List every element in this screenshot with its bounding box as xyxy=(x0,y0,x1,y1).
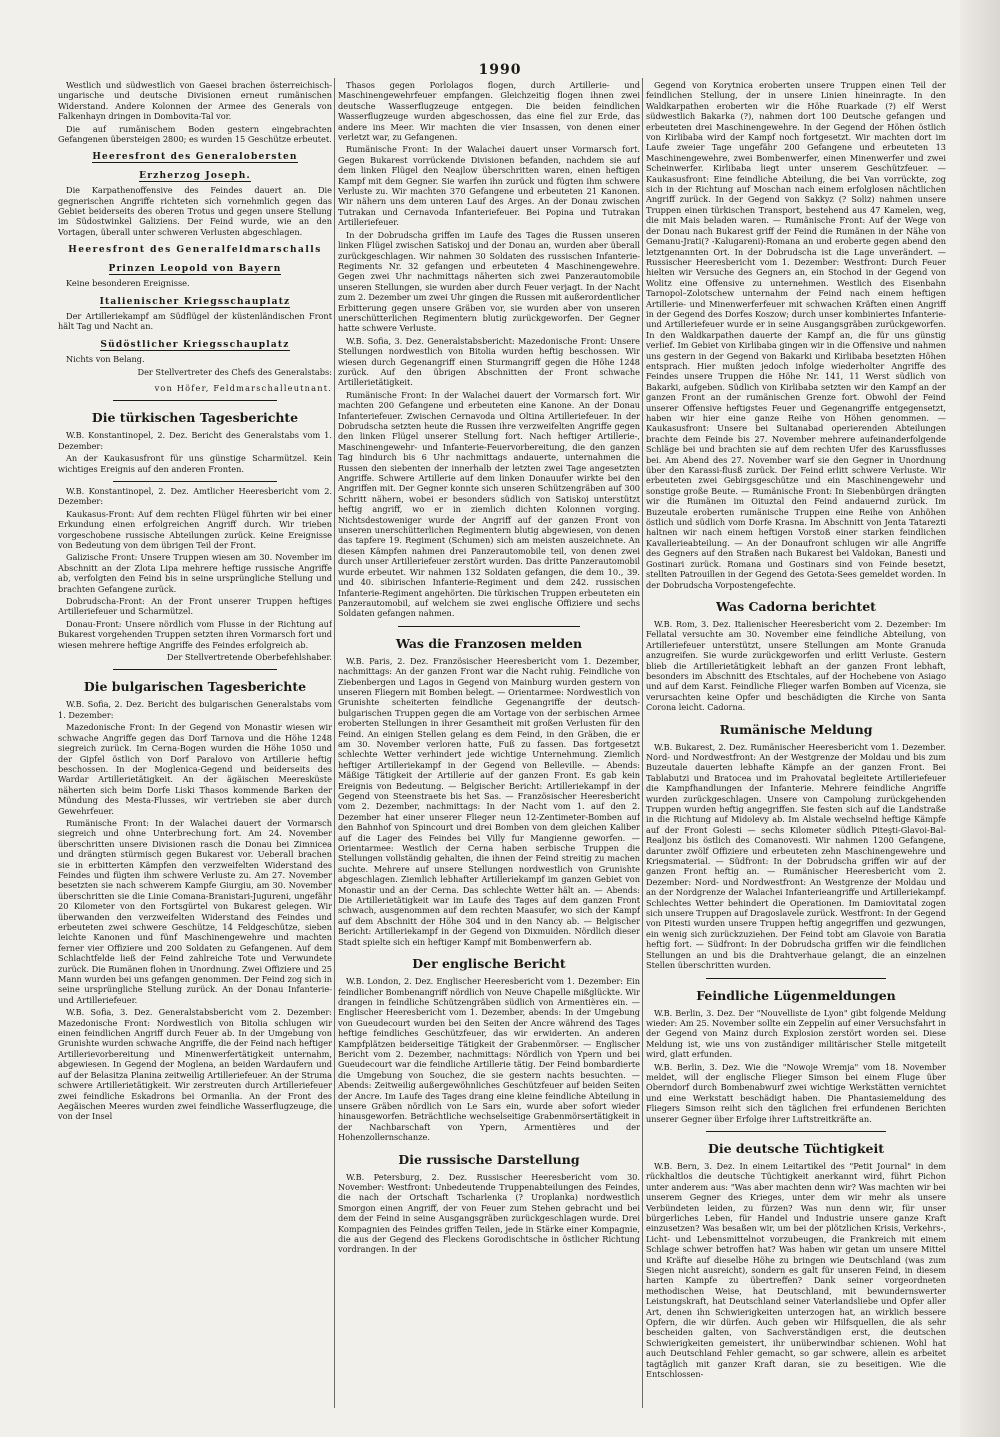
signature-line: von Höfer, Feldmarschalleutnant. xyxy=(154,382,332,393)
column-divider-left xyxy=(334,78,335,1408)
signature-line: Der Stellvertretende Oberbefehlshaber. xyxy=(166,652,332,663)
paragraph: W.B. Sofia, 3. Dez. Generalstabsbericht: Mazedonische Front: Unsere Stellungen nordwestlich von Bitolia wurden heftig beschossen. Wir wiesen durch Gegenangriff einen Sturmangriff gegen die Höhe 1248 zurück. Auf den übrigen Abschnitten der Front schwache Artillerietätigkeit. xyxy=(338,335,640,388)
paragraph: In der Dobrudscha griffen im Laufe des Tages die Russen unseren linken Flügel zwischen Satiskoj und der Donau an, wurden aber überall zurückgeschlagen. Wir nahmen 30 Soldaten des russischen Infanterie-Regiments Nr. 32 gefangen und erbeuteten 4 Maschinengewehre. Gegen zwei Uhr nachmittags näherten sich zwei Panzerautomobile unseren Stellungen, sie wurden aber durch Feuer verjagt. In der Nacht zum 2. Dezember um zwei Uhr gingen die Russen mit außerordentlicher Erbitterung gegen unsere Gräben vor, sie wurden aber von unseren unerschütterlichen Regimentern blutig zurückgeworfen. Der Gegner hatte schwere Verluste. xyxy=(338,229,640,334)
paragraph: Keine besonderen Ereignisse. xyxy=(66,278,190,289)
column-left xyxy=(58,80,332,1405)
paragraph: Mazedonische Front: In der Gegend von Monastir wiesen wir schwache Angriffe gegen das Dorf Tarnova und die Höhe 1248 siegreich zurück. Im Cerna-Bogen wurden die Höhe 1050 und der Gipfel östlich von Dorf Paralovo von Artillerie heftig beschossen. In der Moglenica-Gegend und beiderseits des Wardar Artillerietätigkeit. An der ägäischen Meeresküste näherten sich beim Dorfe Liski Thasos kommende Barken der Mündung des Mesta-Flusses, wir vertrieben sie aber durch Gewehrfeuer. xyxy=(58,722,332,816)
paragraph: W.B. Sofia, 3. Dez. Generalstabsbericht vom 2. Dezember: Mazedonische Front: Nordwestlich von Bitolia schlugen wir einen feindlichen Angriff durch Feuer ab. In der Umgebung von Grunishte wurden schwache Angriffe, die der Feind nach heftiger Artillerievorbereitung und Minenwerfertätigkeit unternahm, abgewiesen. In Gegend der Moglena, an beiden Wardaufern und auf der Belasitza Planina zeitweilig Artilleriefeuer. An der Struma schwere Artillerietätigkeit. Wir zerstreuten durch Artilleriefeuer zwei feindliche Eskadrons bei Ormanlia. An der Front des Aegäischen Meeres wurden zwei feindliche Wasserflugzeuge, die von der Insel xyxy=(58,1007,332,1122)
section-subheading xyxy=(58,297,332,307)
paragraph: W.B. Konstantinopel, 2. Dez. Amtlicher Heeresbericht vom 2. Dezember: xyxy=(58,485,332,507)
paragraph: Nichts von Belang. xyxy=(66,354,145,365)
section-heading: Was Cadorna berichtet xyxy=(716,598,876,614)
section-heading: Feindliche Lügenmeldungen xyxy=(696,987,896,1003)
paragraph: W.B. Berlin, 3. Dez. Der "Nouvelliste de Lyon" gibt folgende Meldung wieder: Am 25. November sollte ein Zeppelin auf einer Versuchsfahrt in der Gegend von Mainz durch Explosion zerstört worden sei. Diese Meldung ist, wie uns von zuständiger militärischer Stelle mitgeteilt wird, glatt erfunden. xyxy=(646,1007,946,1060)
paragraph: Galizische Front: Unsere Truppen wiesen am 30. November im Abschnitt an der Zlota Lipa mehrere heftige russische Angriffe ab, verfolgten den Feind bis in seine ursprüngliche Stellung und brachten Gefangene zurück. xyxy=(58,552,332,594)
subheading-text: Italienischer Kriegsschauplatz xyxy=(99,296,291,307)
divider xyxy=(398,626,579,627)
paragraph: Gegend von Korytnica eroberten unsere Truppen einen Teil der feindlichen Stellung, der in unsere Linien hineinragte. In den Waldkarpathen eroberten wir die Höhe Ruarkade (?) elf Werst südwestlich Bakarka (?), nahmen dort 100 Deutsche gefangen und erbeuteten drei Maschinengewehre. In der Gegend der Höhen östlich von Kirlibaba wird der Kampf noch fortgesetzt. Wir machten dort im Laufe zweier Tage ungefähr 200 Gefangene und erbeuteten 13 Maschinengewehre, zwei Bombenwerfer, einen Minenwerfer und zwei Scheinwerfer. Kirlibaba liegt unter unserem Geschützfeuer. — Kaukasusfront: Eine feindliche Abteilung, die bei Van vorrückte, zog sich in der Richtung auf Moschan nach einem erfolglosen nächtlichen Angriff zurück. In der Gegend von Sakkyz (? Soliz) nahmen unsere Truppen einen türkischen Transport, bestehend aus 47 Kamelen, weg, die mit Mais beladen waren. — Rumänische Front: Auf der Wege von der Donau nach Bukarest griff der Feind die Rumänen in der Nähe von Gemanu-Jrati(? -Kalugareni)-Romana an und eroberte gegen abend den letztgenannten Ort. In der Dobrudscha ist die Lage unverändert. — Russischer Heeresbericht vom 1. Dezember: Westfront: Durch Feuer hielten wir Versuche des Gegners an, ein Stochod in der Gegend von Wolitz eine Offensive zu unternehmen. Westlich des Eisenbahn Tarnopol–Zolotschew unternahm der Feind nach einem heftigen Artillerie- und Minenwerferfeuer mit schwachen Kräften einen Angriff in der Gegend des Dorfes Koszow; durch unser kombiniertes Infanterie- und Artilleriefeuer wurde er in seine Ausgangsgräben zurückgeworfen. In den Waldkarpathen dauerte der Kampf an, die für uns günstig verlief. Im Gebiet von Kirlibaba gingen wir in die Offensive und nahmen uns gestern in der Gegend von Bakarki und Kirlibaba besetzten Höhen entsprach. Hier mußten jedoch infolge wiederholter Angriffe des Feindes unsere Truppen die Höhe Nr. 141, 11 Werst südlich von Bakarki, aufgeben. Südlich von Kirlibaba setzten wir den Kampf an der ganzen Front an der rumänischen Grenze fort. Obwohl der Feind unserer Offensive heftigstes Feuer und Gegenangriffe entgegensetzt, haben wir hier eine ganze Reihe von Höhen genommen. — Kaukasusfront: Unsere bei Sultanabad operierenden Abteilungen brachte dem Feinde bis 27. November mehrere aufeinanderfolgende Schläge bei und brachten sie auf dem rechten Ufer des Karussflusses bei. Am Abend des 27. November warf sie den Gegner in Unordnung über den Karassi-flusß zurück. Der Feind erlitt schwere Verluste. Wir erbeuteten zwei Gebirgsgeschütze und ein Maschinengewehr und sonstige große Beute. — Rumänische Front: In Siebenbürgen drängten wir die Rumänen im Oituztal den Feind andauernd zurück. Im Buzeutale eroberten rumänische Truppen eine Reihe von Anhöhen östlich und südlich vom Dorfe Krasna. Im Abschnitt von Jenta Tatarezti haltnen wir nach einem heftigen Vorstoß einer starken feindlichen Kavallerieabteilung. — An der Donaufront schlugen wir alle Angriffe des Gegners auf den Straßen nach Bukarest bei Valdokan, Banesti und Gostinari zurück. Romana und Gostinars sind von Feinde besetzt, stellten Patrouillen in der Gegend des Getota-Sees gemeldet worden. In der Dobrudscha Vorpostengefechte. xyxy=(646,80,946,590)
subheading-text: Heeresfront des Generalobersten xyxy=(92,152,298,163)
paragraph: Kaukasus-Front: Auf dem rechten Flügel führten wir bei einer Erkundung einen erfolgreichen Angriff durch. Wir trieben vorgeschobene russische Abteilungen zurück. Keine Ereignisse von Bedeutung von dem übrigen Teil der Front. xyxy=(58,508,332,550)
paragraph: W.B. Bern, 3. Dez. In einem Leitartikel des "Petit Journal" in dem rückhaltlos die deutsche Tüchtigkeit anerkannt wird, führt Pichon unter anderem aus: "Was aber machten denn wir? Was machten wir bei unserem Gegner des Krieges, unter dem wir mehr als unsere Verbündeten leiden, zu fürzen? Was nun denn wir, für unser bürgerliches Leben, für Handel und Industrie unsere ganze Kraft einzusetzen? Was besaßen wir, um bei der plötzlichen Krisis, Verkehrs-, Licht- und Lebensmittelnot vorzubeugen, die Frankreich mit einem Schlage schwer betroffen hat? Was haben wir getan um unsere Mittel und Kräfte auf dieselbe Höhe zu bringen wie Deutschland (was zum Siegen nicht ausreicht), sondern es galt für unseren Feind, in diesem harten Kampfe zu übertreffen? Dank seiner vorgeordneten methodischen Weise, hat Deutschland, mit bewundernswerter Leistungskraft, hat Deutschland seiner Vaterlandsliebe und Opfer aller Art, denen ihn Schwierigkeiten unterzogen hat, an wirklich bessere Opfern, die wir dürfen. Auch geben wir Hilfsquellen, die als sehr bescheiden galten, von Sachverständigen erst, die deutschen Schwierigkeiten gemeistert, ihr unüberwindbar schienen. Wohl hat auch Deutschland Fehler gemacht, so gar schwere, allein es arbeitet tagtäglich mit ganzer Kraft daran, sie zu beseitigen. Wie die Entschlossen- xyxy=(646,1160,946,1380)
section-subheading: Heeresfront des Generalfeldmarschalls xyxy=(68,245,322,256)
paragraph: Die Karpathenoffensive des Feindes dauert an. Die gegnerischen Angriffe richteten sich vornehmlich gegen das Gebiet beiderseits des oberen Trotus und gegen unsere Stellung im Südostwinkel Galiziens. Der Feind wurde, wie an den Vortagen, überall unter schweren Verlusten abgeschlagen. xyxy=(58,185,332,237)
section-heading: Die russische Darstellung xyxy=(398,1151,580,1167)
paragraph: Donau-Front: Unsere nördlich vom Flusse in der Richtung auf Bukarest vorgehenden Truppen setzten ihren Vormarsch fort und wiesen mehrere heftige Angriffe des Feindes erfolgreich ab. xyxy=(58,618,332,650)
paragraph: W.B. Rom, 3. Dez. Italienischer Heeresbericht vom 2. Dezember: Im Fellatal versuchte am 30. November eine feindliche Abteilung, von Artilleriefeuer unterstützt, unsere Stellungen am Monte Granuda anzugreifen. Sie wurde zurückgeworfen und erlitt Verluste. Gestern blieb die Artillerietätigkeit lebhaft an der ganzen Front lebhaft, besonders im Abschnitt des Etschtales, auf der Hochebene von Asiago und auf dem Karst. Feindliche Flieger warfen Bomben auf Vicenza, sie verursachten keine Opfer und beschädigten die Kirche von Santa Corona leicht. Cadorna. xyxy=(646,618,946,713)
paragraph: Westlich und südwestlich von Gaesei brachen österreichisch-ungarische und deutsche Divisionen erneut rumänischen Widerstand. Andere Kolonnen der Armee des Generals von Falkenhayn dringen in Dombovita-Tal vor. xyxy=(58,80,332,122)
section-heading: Die bulgarischen Tagesberichte xyxy=(83,679,307,695)
paragraph: W.B. London, 2. Dez. Englischer Heeresbericht vom 1. Dezember: Ein feindlicher Bombenangriff nördlich von Neuve Chapelle mißglückte. Wir drangen in feindliche Schützengräben südlich von Armentières ein. — Englischer Heeresbericht vom 1. Dezember, abends: In der Umgebung von Gueudecourt wurden bei den Seiten der Ancre während des Tages heftige feindliches Geschützfeuer, das wir erwiderten. An anderen Kampfplätzen beiderseitige Tätigkeit der Grabenmörser. — Englischer Bericht vom 2. Dezember, nachmittags: Nördlich von Ypern und bei Gueudecourt war die feindliche Artillerie tätig. Der Feind bombardierte die Umgebung von Souchez, die sie gestern nachts besuchten. — Abends: Zeitweilig außergewöhnliches Geschützfeuer auf beiden Seiten der Ancre. Im Laufe des Tages drang eine kleine feindliche Abteilung in unsere Gräben nördlich von Le Sars ein, wurde aber sofort wieder hinausgeworfen. Beträchtliche wechselseitige Grabenmörsertätigkeit in der Nachbarschaft von Ypern, Armentières und der Hohenzollernschanze. xyxy=(338,976,640,1143)
section-heading: Was die Franzosen melden xyxy=(395,635,583,651)
section-heading: Rumänische Meldung xyxy=(719,721,873,737)
section-subheading xyxy=(58,264,332,274)
divider xyxy=(113,481,277,482)
paragraph: Rumänische Front: In der Walachei dauert der Vormarsch fort. Wir machten 200 Gefangene und erbeuteten eine Kanone. An der Donau Infanteriefeuer. Zwischen Cernavoda und Oltina Artilleriefeuer. In der Dobrudscha setzten heute die Russen ihre verzweifelten Angriffe gegen den linken Flügel unserer Stellung fort. Nach heftiger Artillerie-, Maschinengewehr- und Infanterie-Feuervorbereitung, die den ganzen Tag hindurch bis 6 Uhr nachmittags andauerte, unternahmen die Russen den siebenten der innerhalb der letzten zwei Tage angesetzten Angriffe. Schwere Artillerie auf dem linken Donauufer wirkte bei den Angriffen mit. Der Gegner konnte sich unseren Schützengräben auf 300 Schritt nähern, wobei er besonders südlich von Satiskoj unterstützt heftig angriff, wo er in ziemlich dichten Kolonnen vorging. Nichtsdestoweniger wurde der Angriff auf der ganzen Front von unseren unerschütterlichen Regimentern blutig abgewiesen, von denen das tapfere 19. Regiment (Schumen) sich am meisten auszeichnete. An diesen Kämpfen nahmen drei Panzerautomobile teil, von denen zwei durch unser Artilleriefeuer zerstört wurden. Das dritte Panzerautomobil wurde erbeutet. Wir nahmen 132 Soldaten gefangen, die dem 10., 39. und 40. sibirischen Infanterie-Regiment und dem 242. russischen Infanterie-Regiment angehörten. Die türkischen Truppen erbeuteten ein Panzerautomobil, auf welchem sie zwei englische Offiziere und sechs Soldaten gefangen nahmen. xyxy=(338,389,640,619)
divider xyxy=(706,978,886,979)
section-heading: Der englische Bericht xyxy=(412,956,566,972)
column-divider-right xyxy=(642,78,643,1408)
paragraph: W.B. Paris, 2. Dez. Französischer Heeresbericht vom 1. Dezember, nachmittags: An der ganzen Front war die Nacht ruhig. Feindliche von Ziebenbergen und Lagos in Gegend von Mainburg wurden gestern von unseren Fliegern mit Bomben belegt. — Orientarmee: Nordwestlich von Grunishte scheiterten feindliche Gegenangriffe der deutsch-bulgarischen Truppen gegen die am Vortage von der serbischen Armee eroberten Stellungen in ihrer Gesamtheit mit großen Verlusten für den Feind. An einigen Stellen gelang es dem Feind, in den Gräben, die er am 30. November verloren hatte, Fuß zu fassen. Das fortgesetzt schlechte Wetter verhindert jede wichtige Unternehmung. Ziemlich heftiger Artilleriekampf in der Gegend von Belleville. — Abends: Mäßige Tätigkeit der Artillerie auf der ganzen Front. Es gab kein Ereignis von Bedeutung. — Belgischer Bericht: Artilleriekampf in der Gegend von Steenstraete bis het Sas. — Französischer Heeresbericht vom 2. Dezember, nachmittags: In der Nacht vom 1. auf den 2. Dezember hat einer unserer Flieger neun 12-Zentimeter-Bomben auf den Bahnhof von Spincourt und drei Bomben von dem gleichen Kaliber auf die Lager des Feindes bei Villy fur Mangienne geworfen. — Orientarmee: Westlich der Cerna haben serbische Truppen die Stellungen vollständig gehalten, die ihnen der Feind streitig zu machen suchte. Mehrere auf unsere Stellungen nordwestlich von Grunishte abgeschlagen. Ziemlich lebhafter Artilleriekampf im ganzen Gebiet von Monastir und an der Cerna. Das schlechte Wetter hält an. — Abends: Die Artillerietätigkeit war im Laufe des Tages auf dem ganzen Front schwach, ausgenommen auf dem rechten Maasufer, wo sich der Kampf auf dem Abschnitt der Höhe 304 und in den Nancy ab. — Belgischer Bericht: Artilleriekampf in der Gegend von Dixmuiden. Nördlich dieser Stadt spielte sich ein heftiger Kampf mit Bombenwerfern ab. xyxy=(338,655,640,947)
section-subheading xyxy=(58,171,332,181)
subheading-text: Erzherzog Joseph. xyxy=(139,170,251,181)
subheading-text: Südöstlicher Kriegsschauplatz xyxy=(100,339,290,350)
paragraph: Thasos gegen Porlolagos flogen, durch Artillerie- und Maschinengewehrfeuer empfangen. Gleichzeitig flogen ihnen zwei deutsche Wasserflugzeuge entgegen. Die beiden feindlichen Wasserflugzeuge wurden abgeschossen, das eine fiel zur Erde, das andere ins Meer. Wir machten die vier Insassen, von denen einer verletzt war, zu Gefangenen. xyxy=(338,80,640,143)
paragraph: An der Kaukasusfront für uns günstige Scharmützel. Kein wichtiges Ereignis auf den anderen Fronten. xyxy=(58,453,332,474)
divider xyxy=(706,1131,886,1132)
paragraph: W.B. Konstantinopel, 2. Dez. Bericht des Generalstabs vom 1. Dezember: xyxy=(58,430,332,451)
signature-line: Der Stellvertreter des Chefs des Generalstabs: xyxy=(137,366,332,377)
divider xyxy=(113,669,277,670)
paragraph: Rumänische Front: In der Walachei dauert unser Vormarsch fort. Gegen Bukarest vorrückende Divisionen befanden, nachdem sie auf dem linken Flügel den Neajlow überschritten waren, einen heftigen Kampf mit dem Gegner. Sie warfen ihn zurück und fügten ihm schwere Verluste zu. Wir machten 370 Gefangene und erbeuteten 21 Kanonen. Wir nähern uns dem unteren Lauf des Arges. An der Donau zwischen Tutrakan und Cernavoda Infanteriefeuer. Bei Popina und Tutrakan Artilleriefeuer. xyxy=(338,144,640,228)
paragraph: Rumänische Front: In der Walachei dauert der Vormarsch siegreich und ohne Unterbrechung fort. Am 24. November überschritten unsere Divisionen rasch die Donau bei Zimnicea und drängten stürmisch gegen Bukarest vor. Ueberall brachen sie in erbitterten Kämpfen den verzweifelten Widerstand des Feindes und fügten ihm schwere Verluste zu. Am 27. November besetzten sie nach schwerem Kampfe Giurgiu, am 30. November überschritten sie die Linie Comana-Branistari-Jugureni, ungefähr 20 Kilometer von den Fortsgürtel von Bukarest gelegen. Wir überwanden den verzweifelten Widerstand des Feindes und erbeuteten zwei schwere Geschütze, 14 Feldgeschütze, sieben leichte Kanonen und fünf Maschinengewehre und machten ferner vier Offiziere und 200 Soldaten zu Gefangenen. Auf dem Schlachtfelde ließ der Feind zahlreiche Tote und Verwundete zurück. Die Rumänen flohen in Unordnung. Zwei Offiziere und 25 Mann wurden bei uns gefangen genommen. Der Feind zog sich in seine ursprüngliche Stellung zurück. An der Donau Infanterie- und Artilleriefeuer. xyxy=(58,817,332,1005)
section-heading: Die deutsche Tüchtigkeit xyxy=(707,1140,884,1156)
paragraph: Die auf rumänischem Boden gestern eingebrachten Gefangenen übersteigen 2800; es wurden 15 Geschütze erbeutet. xyxy=(58,123,332,145)
section-subheading xyxy=(58,152,332,162)
paragraph: W.B. Petersburg, 2. Dez. Russischer Heeresbericht vom 30. November: Westfront: Unbedeutende Truppenabteilungen des Feindes, die nach der Ortschaft Tscharlenka (? Uroplanka) nordwestlich Smorgon einen Angriff, der von Feuer zum Stehen gebracht und bei dem der Feind in seine Ausgangsgräben zurückgeschlagen wurde. Drei Kompagnien des Feindes griffen Teilen, jede in Stärke einer Kompagnie, die aus der Gegend des Fleckens Gorodischtsche in östlicher Richtung vordrangen. In der xyxy=(338,1171,640,1255)
page-number: 1990 xyxy=(478,62,522,78)
section-heading: Die türkischen Tagesberichte xyxy=(91,410,299,426)
column-right xyxy=(646,80,946,1405)
paragraph: W.B. Bukarest, 2. Dez. Rumänischer Heeresbericht vom 1. Dezember. Nord- und Nordwestfront: An der Westgrenze der Moldau und bis zum Buzeutale dauerten lebhafte Kämpfe an der ganzen Front. Bei Tablabutzi und Bratocea und im Prahovatal begleitete Artilleriefeuer die Kampfhandlungen der Infanterie. Mehrere feindliche Angriffe wurden zurückgeschlagen. Unsere von Campolung zurückgehenden Truppen wurden heftig angegriffen. Sie festen sich auf die Landstraße in die Richtung auf Midolevy ab. Im Alstale wechselnd heftige Kämpfe auf der Front Golesti — sechs Kilometer südlich Piteşti-Glavoi-Bal-Realjonz bis östlich des Comanovesti. Wir nahmen 1200 Gefangene, darunter zwölf Offiziere und erbeuteten zehn Maschinengewehre und Kriegsmaterial. — Südfront: In der Dobrudscha griffen wir auf der ganzen Front heftig an. — Rumänischer Heeresbericht vom 2. Dezember: Nord- und Nordwestfront: An Westgrenze der Moldau und an der Nordgrenze der Walachei Infanterieangriffe und Artilleriekampf. Schlechtes Wetter behindert die Operationen. Im Damiovitatal zogen sich unsere Truppen auf Dragoslavele zurück. Westfront: In der Gegend von Pitesti wurden unsere Truppen heftig angegriffen und gezwungen, ein wenig sich zurückzuziehen. Der Feind tobt am Glavoie von Baratia heftig fort. — Südfront: In der Dobrudscha griffen wir die feindlichen Stellungen an und bis die Drahtverhaue gelangt, die an einzelnen Stellen überschritten wurden. xyxy=(646,741,946,971)
paragraph: Dobrudscha-Front: An der Front unserer Truppen heftiges Artilleriefeuer und Scharmützel. xyxy=(58,596,332,617)
paragraph: W.B. Berlin, 3. Dez. Wie die "Nowoje Wremja" vom 18. November meldet, will der englische Flieger Simson bei einem Fluge über Oberndorf durch Bombenabwurf zwei wichtige Werkstätten vernichtet und eine Werkstatt beschädigt haben. Die Phantasiemeldung des Fliegers Simson reiht sich den täglichen frei erfundenen Berichten unserer Gegner über Erfolge ihrer Luftstreitkräfte an. xyxy=(646,1061,946,1124)
page-edge xyxy=(960,0,1000,1437)
column-middle xyxy=(338,80,640,1405)
divider xyxy=(113,400,277,401)
section-subheading xyxy=(58,340,332,350)
subheading-text: Prinzen Leopold von Bayern xyxy=(108,263,282,274)
paragraph: Der Artilleriekampf am Südflügel der küstenländischen Front hält Tag und Nacht an. xyxy=(58,310,332,332)
paragraph: W.B. Sofia, 2. Dez. Bericht des bulgarischen Generalstabs vom 1. Dezember: xyxy=(58,699,332,720)
